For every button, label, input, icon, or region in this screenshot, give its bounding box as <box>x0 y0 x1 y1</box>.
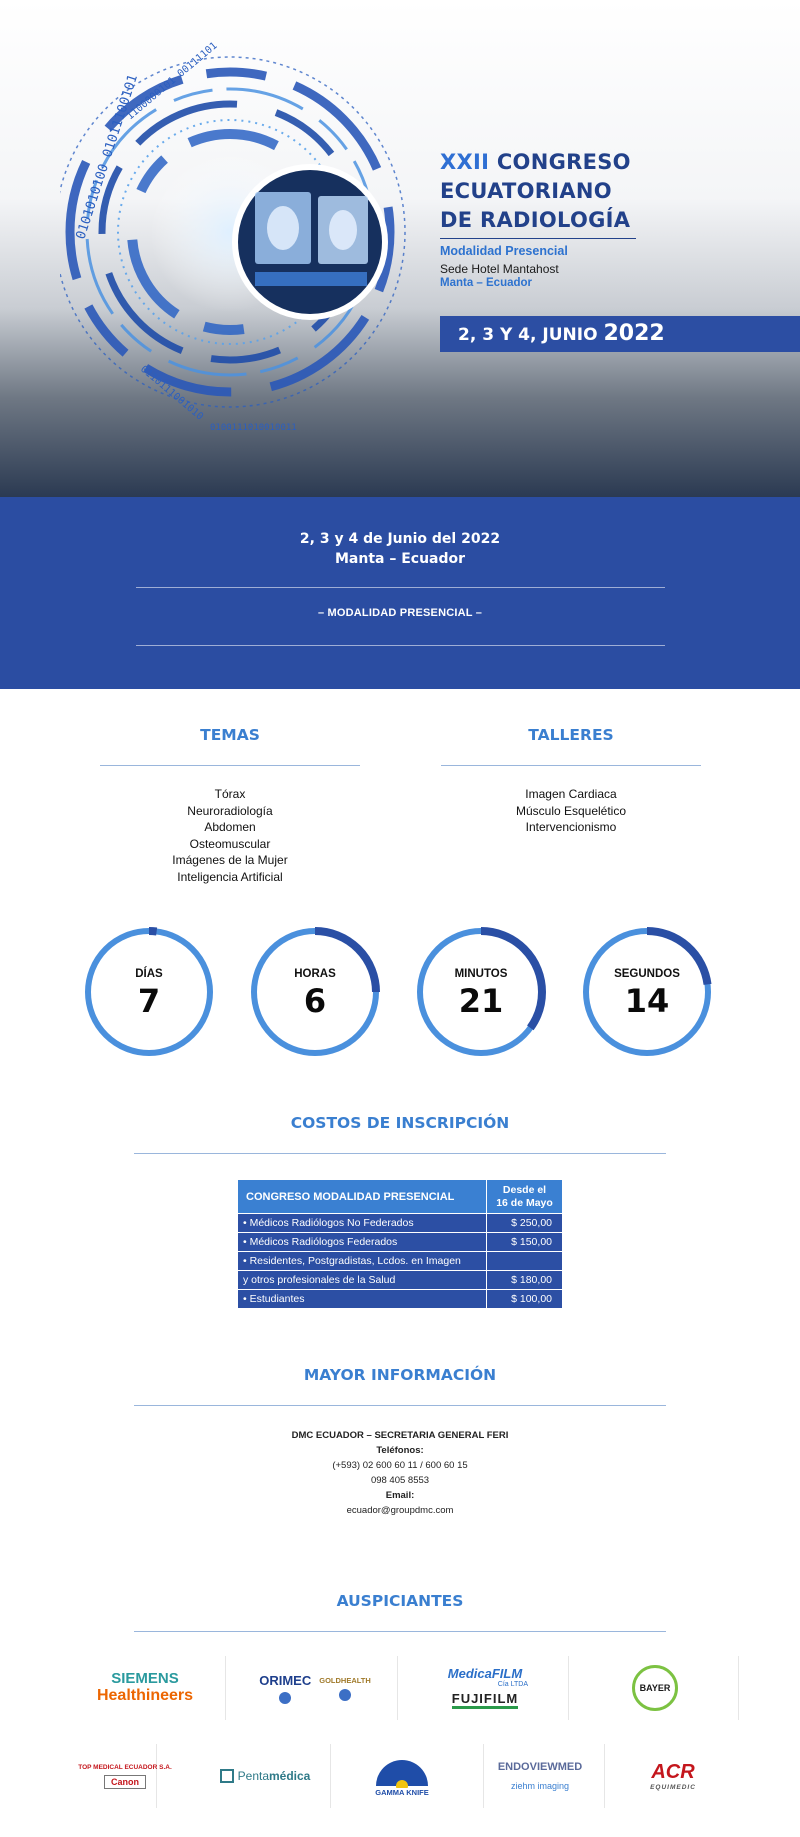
countdown-label: SEGUNDOS <box>614 968 680 980</box>
list-item: Osteomuscular <box>189 836 271 851</box>
pentamedica-icon <box>220 1769 234 1783</box>
sponsor-separator <box>225 1656 226 1720</box>
bayer-logo[interactable] <box>610 1660 700 1716</box>
endoviewmed-ziehm-logo[interactable]: ENDOVIEWMED ziehm imaging <box>497 1761 583 1791</box>
hero-banner <box>0 0 800 497</box>
table-row <box>238 1252 563 1271</box>
band-modalidad: – MODALIDAD PRESENCIAL – <box>317 607 483 619</box>
gamma-knife-logo[interactable]: GAMMA KNIFE <box>352 1746 452 1806</box>
ge-icon <box>339 1689 351 1701</box>
list-item: Neuroradiología <box>187 803 273 818</box>
temas-divider <box>100 765 360 766</box>
band-date-text: 2, 3 y 4 de Junio del 2022 Manta – Ecuador <box>299 531 501 567</box>
cost-category: • Estudiantes <box>238 1290 487 1309</box>
talleres-divider <box>441 765 701 766</box>
sponsor-separator <box>568 1656 569 1720</box>
countdown-horas <box>249 926 381 1058</box>
svg-text:0100111010010011: 0100111010010011 <box>210 423 297 433</box>
countdown-value: 14 <box>624 982 670 1020</box>
cost-category: • Residentes, Postgradistas, Lcdos. en Imagen <box>238 1252 487 1271</box>
list-item: Tórax <box>214 787 246 801</box>
costs-divider <box>134 1153 666 1154</box>
cost-price: $ 250,00 <box>487 1214 563 1233</box>
table-row <box>238 1214 563 1233</box>
temas-list <box>100 786 360 885</box>
list-item: Inteligencia Artificial <box>177 869 283 884</box>
countdown-label: MINUTOS <box>454 968 508 980</box>
event-info-band <box>0 497 800 689</box>
modalidad-label: Modalidad Presencial <box>440 244 568 258</box>
svg-text:1100000101 00111101: 1100000101 00111101 <box>124 40 220 123</box>
sponsor-separator <box>738 1656 739 1720</box>
countdown-value: 21 <box>458 982 504 1020</box>
venue-label: Sede Hotel Mantahost <box>440 262 559 276</box>
cost-category: • Médicos Radiólogos No Federados <box>238 1214 487 1233</box>
countdown-segundos <box>581 926 713 1058</box>
costs-header-category: CONGRESO MODALIDAD PRESENCIAL <box>238 1180 487 1214</box>
cost-category: • Médicos Radiólogos Federados <box>238 1233 487 1252</box>
title-divider <box>440 238 636 239</box>
sponsor-separator <box>483 1744 484 1808</box>
table-row <box>238 1290 563 1309</box>
info-title: MAYOR INFORMACIÓN <box>303 1366 497 1384</box>
costs-table <box>237 1179 563 1309</box>
temas-title: TEMAS <box>200 726 260 744</box>
pentamedica-logo[interactable]: Penta médica <box>210 1756 320 1796</box>
sponsors-title: AUSPICIANTES <box>336 1592 464 1610</box>
costs-title: COSTOS DE INSCRIPCIÓN <box>290 1114 510 1132</box>
list-item: Imagen Cardiaca <box>525 787 617 801</box>
svg-text:0110111001010: 0110111001010 <box>138 363 206 423</box>
event-dates-banner: 2, 3 Y 4, JUNIO 2022 <box>440 316 800 352</box>
sponsors-divider <box>134 1631 666 1632</box>
gamma-knife-sun-icon <box>372 1756 432 1788</box>
svg-text:0101010100 01011100101: 0101010100 01011100101 <box>73 72 142 242</box>
list-item: Abdomen <box>204 820 256 834</box>
list-item: Músculo Esquelético <box>515 803 627 818</box>
sponsor-separator <box>604 1744 605 1808</box>
countdown-dias <box>83 926 215 1058</box>
email-label: Email: <box>385 1490 415 1501</box>
cost-price: $ 100,00 <box>487 1290 563 1309</box>
email-link[interactable]: ecuador@groupdmc.com <box>346 1505 454 1516</box>
cost-price <box>487 1252 563 1271</box>
cost-price: $ 180,00 <box>487 1271 563 1290</box>
cost-category: y otros profesionales de la Salud <box>238 1271 487 1290</box>
list-item: Intervencionismo <box>525 820 617 834</box>
sponsor-separator <box>330 1744 331 1808</box>
talleres-list <box>441 786 701 836</box>
siemens-healthineers-logo[interactable]: SIEMENS Healthineers <box>96 1670 194 1704</box>
medicafilm-fujifilm-logo[interactable]: MedicaFILM Cía LTDA FUJIFILM <box>430 1658 540 1718</box>
mobile-number[interactable]: 098 405 8553 <box>370 1475 430 1486</box>
hero-text-block <box>440 148 770 289</box>
info-divider <box>134 1405 666 1406</box>
phones-label: Teléfonos: <box>376 1445 424 1456</box>
cost-price: $ 150,00 <box>487 1233 563 1252</box>
list-item: Imágenes de la Mujer <box>172 853 288 867</box>
sponsor-separator <box>397 1656 398 1720</box>
city-label: Manta – Ecuador <box>440 277 533 289</box>
countdown-value: 7 <box>137 982 161 1020</box>
top-medical-canon-logo[interactable]: TOP MEDICAL ECUADOR S.A. Canon <box>78 1763 172 1787</box>
table-row <box>238 1233 563 1252</box>
orimec-goldhealth-logo[interactable]: ORIMEC GOLDHEALTH <box>245 1660 385 1716</box>
organizer: DMC ECUADOR – SECRETARIA GENERAL FERI <box>291 1430 509 1441</box>
acr-equimedic-logo[interactable]: ACR EQUIMEDIC <box>650 1761 696 1791</box>
bayer-cross-icon: BAYER <box>632 1665 678 1711</box>
countdown-label: DÍAS <box>135 968 163 980</box>
congress-title: XXII CONGRESO ECUATORIANO DE RADIOLOGÍA <box>440 150 631 232</box>
radiology-binary-rings-illustration <box>60 10 420 480</box>
band-divider-bottom <box>136 645 665 646</box>
talleres-title: TALLERES <box>528 726 614 744</box>
band-divider-top <box>136 587 665 588</box>
costs-header-date: Desde el 16 de Mayo <box>487 1180 563 1214</box>
phone-numbers[interactable]: (+593) 02 600 60 11 / 600 60 15 <box>332 1460 468 1471</box>
ge-icon <box>279 1692 291 1704</box>
countdown-value: 6 <box>303 982 327 1020</box>
countdown-label: HORAS <box>294 968 336 980</box>
contact-block <box>0 1428 800 1518</box>
countdown-minutos <box>415 926 547 1058</box>
table-row <box>238 1271 563 1290</box>
